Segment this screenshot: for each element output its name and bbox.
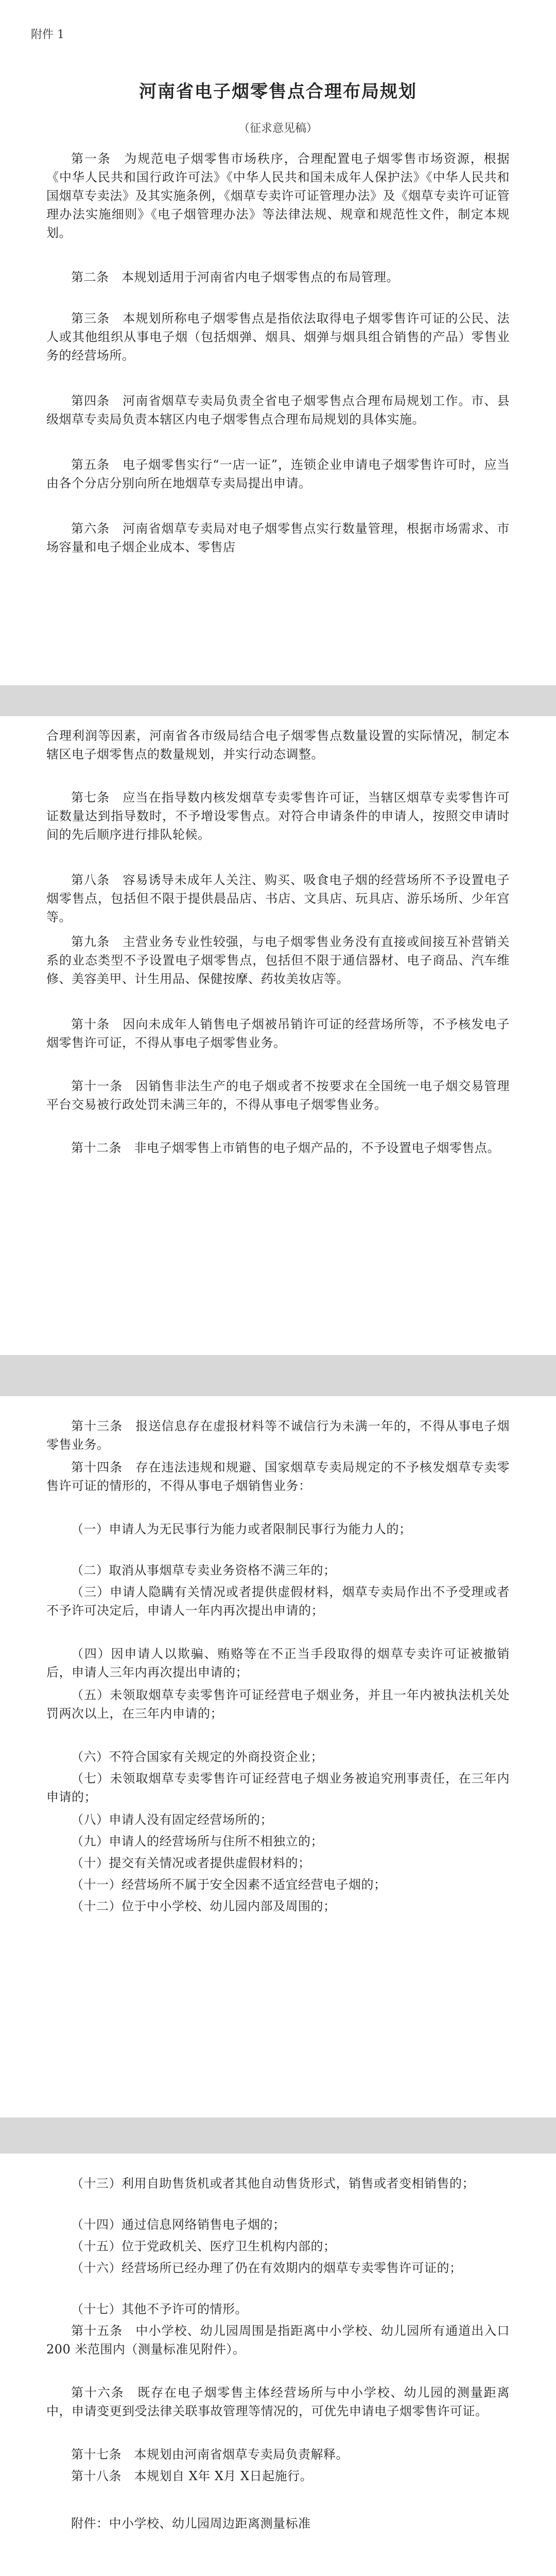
paragraph: 第五条 电子烟零售实行“一店一证”，连锁企业申请电子烟零售许可时，应当由各个分店分别向所在地烟草专卖局提出申请。 — [46, 457, 510, 490]
paragraph: （七）未领取烟草专卖零售许可证经营电子烟业务被追究刑事责任，在三年内申请的； — [46, 1771, 510, 1804]
paragraph: 第十一条 因销售非法生产的电子烟或者不按要求在全国统一电子烟交易管理平台交易被行政处罚未满三年的，不得从事电子烟零售业务。 — [46, 1079, 510, 1112]
paragraph: 第一条 为规范电子烟零售市场秩序，合理配置电子烟零售市场资源，根据《中华人民共和国行政许可法》《中华人民共和国未成年人保护法》《中华人民共和国烟草专卖法》及其实施条例，《烟草专卖许可证管理办法》及《烟草专卖许可证管理办法实施细则》《电子烟管理办法》等法律法规、规章和规范性文件，制定本规划。 — [46, 151, 510, 240]
paragraph: 第十六条 既存在电子烟零售主体经营场所与中小学校、幼儿园的测量距离中，申请变更到受法律关联事故管理等情况的，可优先申请电子烟零售许可证。 — [46, 2385, 510, 2418]
paragraph: （五）未领取烟草专卖零售许可证经营电子烟业务，并且一年内被执法机关处罚两次以上，在三年内申请的； — [46, 1688, 510, 1721]
document-subtitle: （征求意见稿） — [238, 122, 318, 135]
paragraph: （十五）位于党政机关、医疗卫生机构内部的； — [71, 2239, 336, 2253]
paragraph: （十一）经营场所不属于安全因素不适宜经营电子烟的； — [71, 1877, 387, 1892]
paragraph: 合理利润等因素，河南省各市级局结合电子烟零售点数量设置的实际情况，制定本辖区电子烟零售点的数量规划，并实行动态调整。 — [46, 728, 510, 761]
paragraph: 第十四条 存在违法违规和规避、国家烟草专卖局规定的不予核发烟草专卖零售许可证的情形的，不得从事电子烟销售业务： — [46, 1460, 510, 1493]
paragraph: （三）申请人隐瞒有关情况或者提供虚假材料，烟草专卖局作出不予受理或者不予许可决定后，申请人一年内再次提出申请的； — [46, 1585, 510, 1618]
paragraph: （十二）位于中小学校、幼儿园内部及周围的； — [71, 1899, 336, 1913]
document-page-3 — [0, 1396, 556, 2117]
page-gap — [0, 1355, 556, 1396]
paragraph: （四）因申请人以欺骗、贿赂等在不正当手段取得的烟草专卖许可证被撤销后，申请人三年内再次提出申请的； — [46, 1647, 510, 1680]
paragraph: 第十二条 非电子烟零售上市销售的电子烟产品的，不予设置电子烟零售点。 — [71, 1141, 500, 1155]
document-page-2 — [0, 716, 556, 1355]
paragraph: 第十七条 本规划由河南省烟草专卖局负责解释。 — [71, 2447, 349, 2462]
paragraph: （六）不符合国家有关规定的外商投资企业； — [71, 1750, 323, 1764]
paragraph: （十四）通过信息网络销售电子烟的； — [71, 2217, 286, 2232]
paragraph: 第七条 应当在指导数内核发烟草专卖零售许可证，当辖区烟草专卖零售许可证数量达到指导数时，不予增设零售点。对符合申请条件的申请人，按照交申请时间的先后顺序进行排队轮候。 — [46, 790, 510, 842]
paragraph: 第十五条 中小学校、幼儿园周围是指距离中小学校、幼儿园所有通道出入口 200 米范围内（测量标准见附件）。 — [46, 2324, 510, 2357]
page-gap — [0, 2117, 556, 2154]
paragraph: （十六）经营场所已经办理了仍在有效期内的烟草专卖零售许可证的； — [71, 2261, 462, 2275]
paragraph: （二）取消从事烟草专卖业务资格不满三年的； — [71, 1563, 336, 1578]
page-gap — [0, 685, 556, 716]
paragraph: （一）申请人为无民事行为能力或者限制民事行为能力人的； — [71, 1522, 412, 1536]
document-page-4 — [0, 2154, 556, 2576]
paragraph: 第九条 主营业务专业性较强，与电子烟零售业务没有直接或间接互补营销关系的业态类型不予设置电子烟零售点，包括但不限于通信器材、电子商品、汽车维修、美容美甲、计生用品、保健按摩、药妆美妆店等。 — [46, 935, 510, 986]
paragraph: （十）提交有关情况或者提供虚假材料的； — [71, 1856, 311, 1870]
paragraph: 第四条 河南省烟草专卖局负责全省电子烟零售点合理布局规划工作。市、县级烟草专卖局负责本辖区内电子烟零售点合理布局规划的具体实施。 — [46, 394, 510, 427]
paragraph: 第八条 容易诱导未成年人关注、购买、吸食电子烟的经营场所不予设置电子烟零售点，包括但不限于提供晨品店、书店、文具店、玩具店、游乐场所、少年宫等。 — [46, 873, 510, 924]
paragraph: （十七）其他不予许可的情形。 — [71, 2302, 248, 2316]
document-page-1 — [0, 0, 556, 685]
paragraph: 第十三条 报送信息存在虚报材料等不诚信行为未满一年的，不得从事电子烟零售业务。 — [46, 1419, 510, 1452]
paragraph: 第二条 本规划适用于河南省内电子烟零售点的布局管理。 — [71, 270, 399, 284]
paragraph: 第六条 河南省烟草专卖局对电子烟零售点实行数量管理，根据市场需求、市场容量和电子烟企业成本、零售店 — [46, 521, 510, 554]
attachment-note: 附件：中小学校、幼儿园周边距离测量标准 — [71, 2516, 311, 2531]
document-title: 河南省电子烟零售点合理布局规划 — [139, 81, 417, 102]
paragraph: 第三条 本规划所称电子烟零售点是指依法取得电子烟零售许可证的公民、法人或其他组织从事电子烟（包括烟弹、烟具、烟弹与烟具组合销售的产品）零售业务的经营场所。 — [46, 311, 510, 363]
paragraph: （十三）利用自助售货机或者其他自动售货形式，销售或者变相销售的； — [71, 2176, 475, 2191]
paragraph: （八）申请人没有固定经营场所的； — [71, 1812, 273, 1827]
attachment-label: 附件 1 — [31, 28, 64, 41]
paragraph: 第十条 因向未成年人销售电子烟被吊销许可证的经营场所等，不予核发电子烟零售许可证，不得从事电子烟零售业务。 — [46, 1017, 510, 1050]
paragraph: 第十八条 本规划自 X年 X月 X日起施行。 — [71, 2469, 313, 2483]
paragraph: （九）申请人的经营场所与住所不相独立的； — [71, 1834, 323, 1849]
